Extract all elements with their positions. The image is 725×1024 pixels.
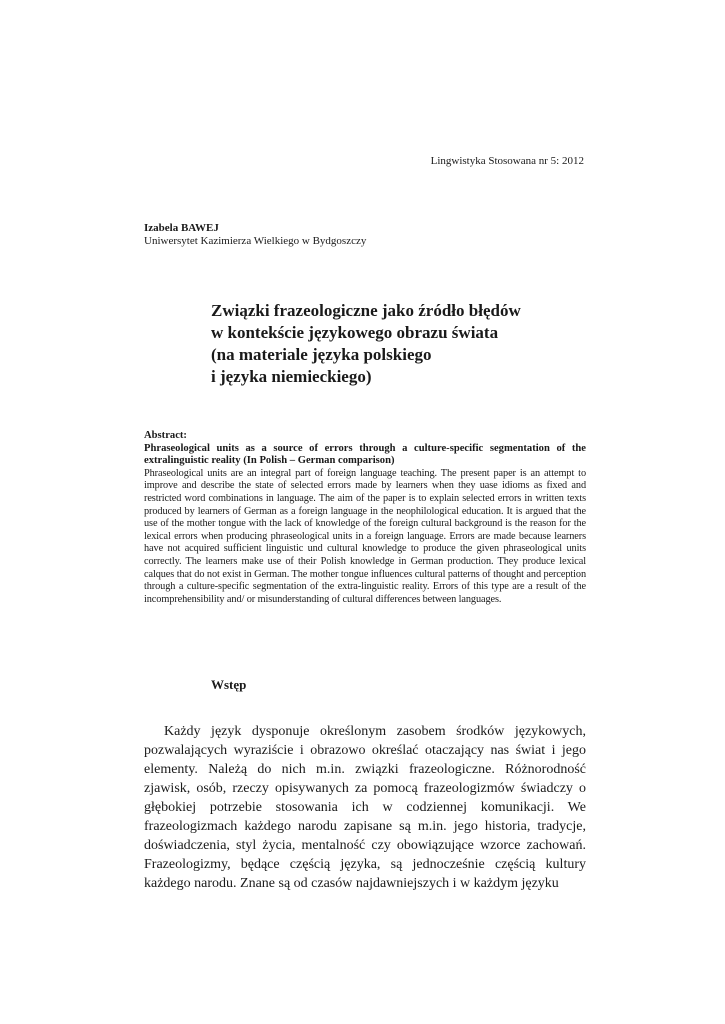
title-line: i języka niemieckiego) (211, 367, 372, 386)
section-heading: Wstęp (211, 677, 247, 692)
title-line: w kontekście językowego obrazu świata (211, 323, 499, 342)
author-block (144, 222, 366, 248)
abstract-label: Abstract: (144, 430, 187, 441)
title-line: (na materiale języka polskiego (211, 345, 432, 364)
abstract (144, 430, 586, 606)
journal-header: Lingwistyka Stosowana nr 5: 2012 (430, 155, 584, 167)
author-affiliation: Uniwersytet Kazimierza Wielkiego w Bydgoszczy (144, 235, 367, 247)
abstract-subtitle: Phraseological units as a source of errors through a culture-specific segmentation of the extralinguistic reality (In Polish – German comparison) (144, 442, 586, 467)
paper-title (211, 300, 521, 388)
author-name: Izabela BAWEJ (144, 222, 219, 234)
body-paragraph: Każdy język dysponuje określonym zasobem środków językowych, pozwalających wyraziście i obrazowo określać otaczający nas świat i jego elementy. Należą do nich m.in. związki frazeologiczne. Różnorodność zjawisk, osób, rzeczy opisywanych za pomocą frazeologizmów świadczy o głębokiej potrzebie stosowania ich w codziennej komunikacji. We frazeologizmach każdego narodu zapisane są m.in. jego historia, tradycje, doświadczenia, styl życia, mentalność czy obowiązujące wzorce zachowań. Frazeologizmy, będące częścią języka, są jednocześnie częścią kultury każdego narodu. Znane są od czasów najdawniejszych i w każdym języku (144, 724, 586, 891)
title-line: Związki frazeologiczne jako źródło błędów (211, 301, 521, 320)
abstract-body: Phraseological units are an integral part of foreign language teaching. The present paper is an attempt to improve and describe the state of selected errors made by learners when they uase idioms as fixed and restricted word combinations in language. The aim of the paper is to explain selected errors in written texts produced by learners of German as a foreign language in the neophilological education. It is argued that the use of the mother tongue with the lack of knowledge of the foreign cultural background is the reason for the lexical errors when producing phraseological units in a foreign language. Errors are made because learners have not acquired sufficient linguistic und cultural knowledge to produce the given phraseological units correctly. The learners make use of their Polish knowledge in German production. They produce lexical calques that do not exist in German. The mother tongue influences cultural patterns of thought and perception through a culture-specific segmentation of the extra-linguistic reality. Errors of this type are a result of the incomprehensibility and/ or misunderstanding of cultural differences between languages. (144, 467, 586, 605)
